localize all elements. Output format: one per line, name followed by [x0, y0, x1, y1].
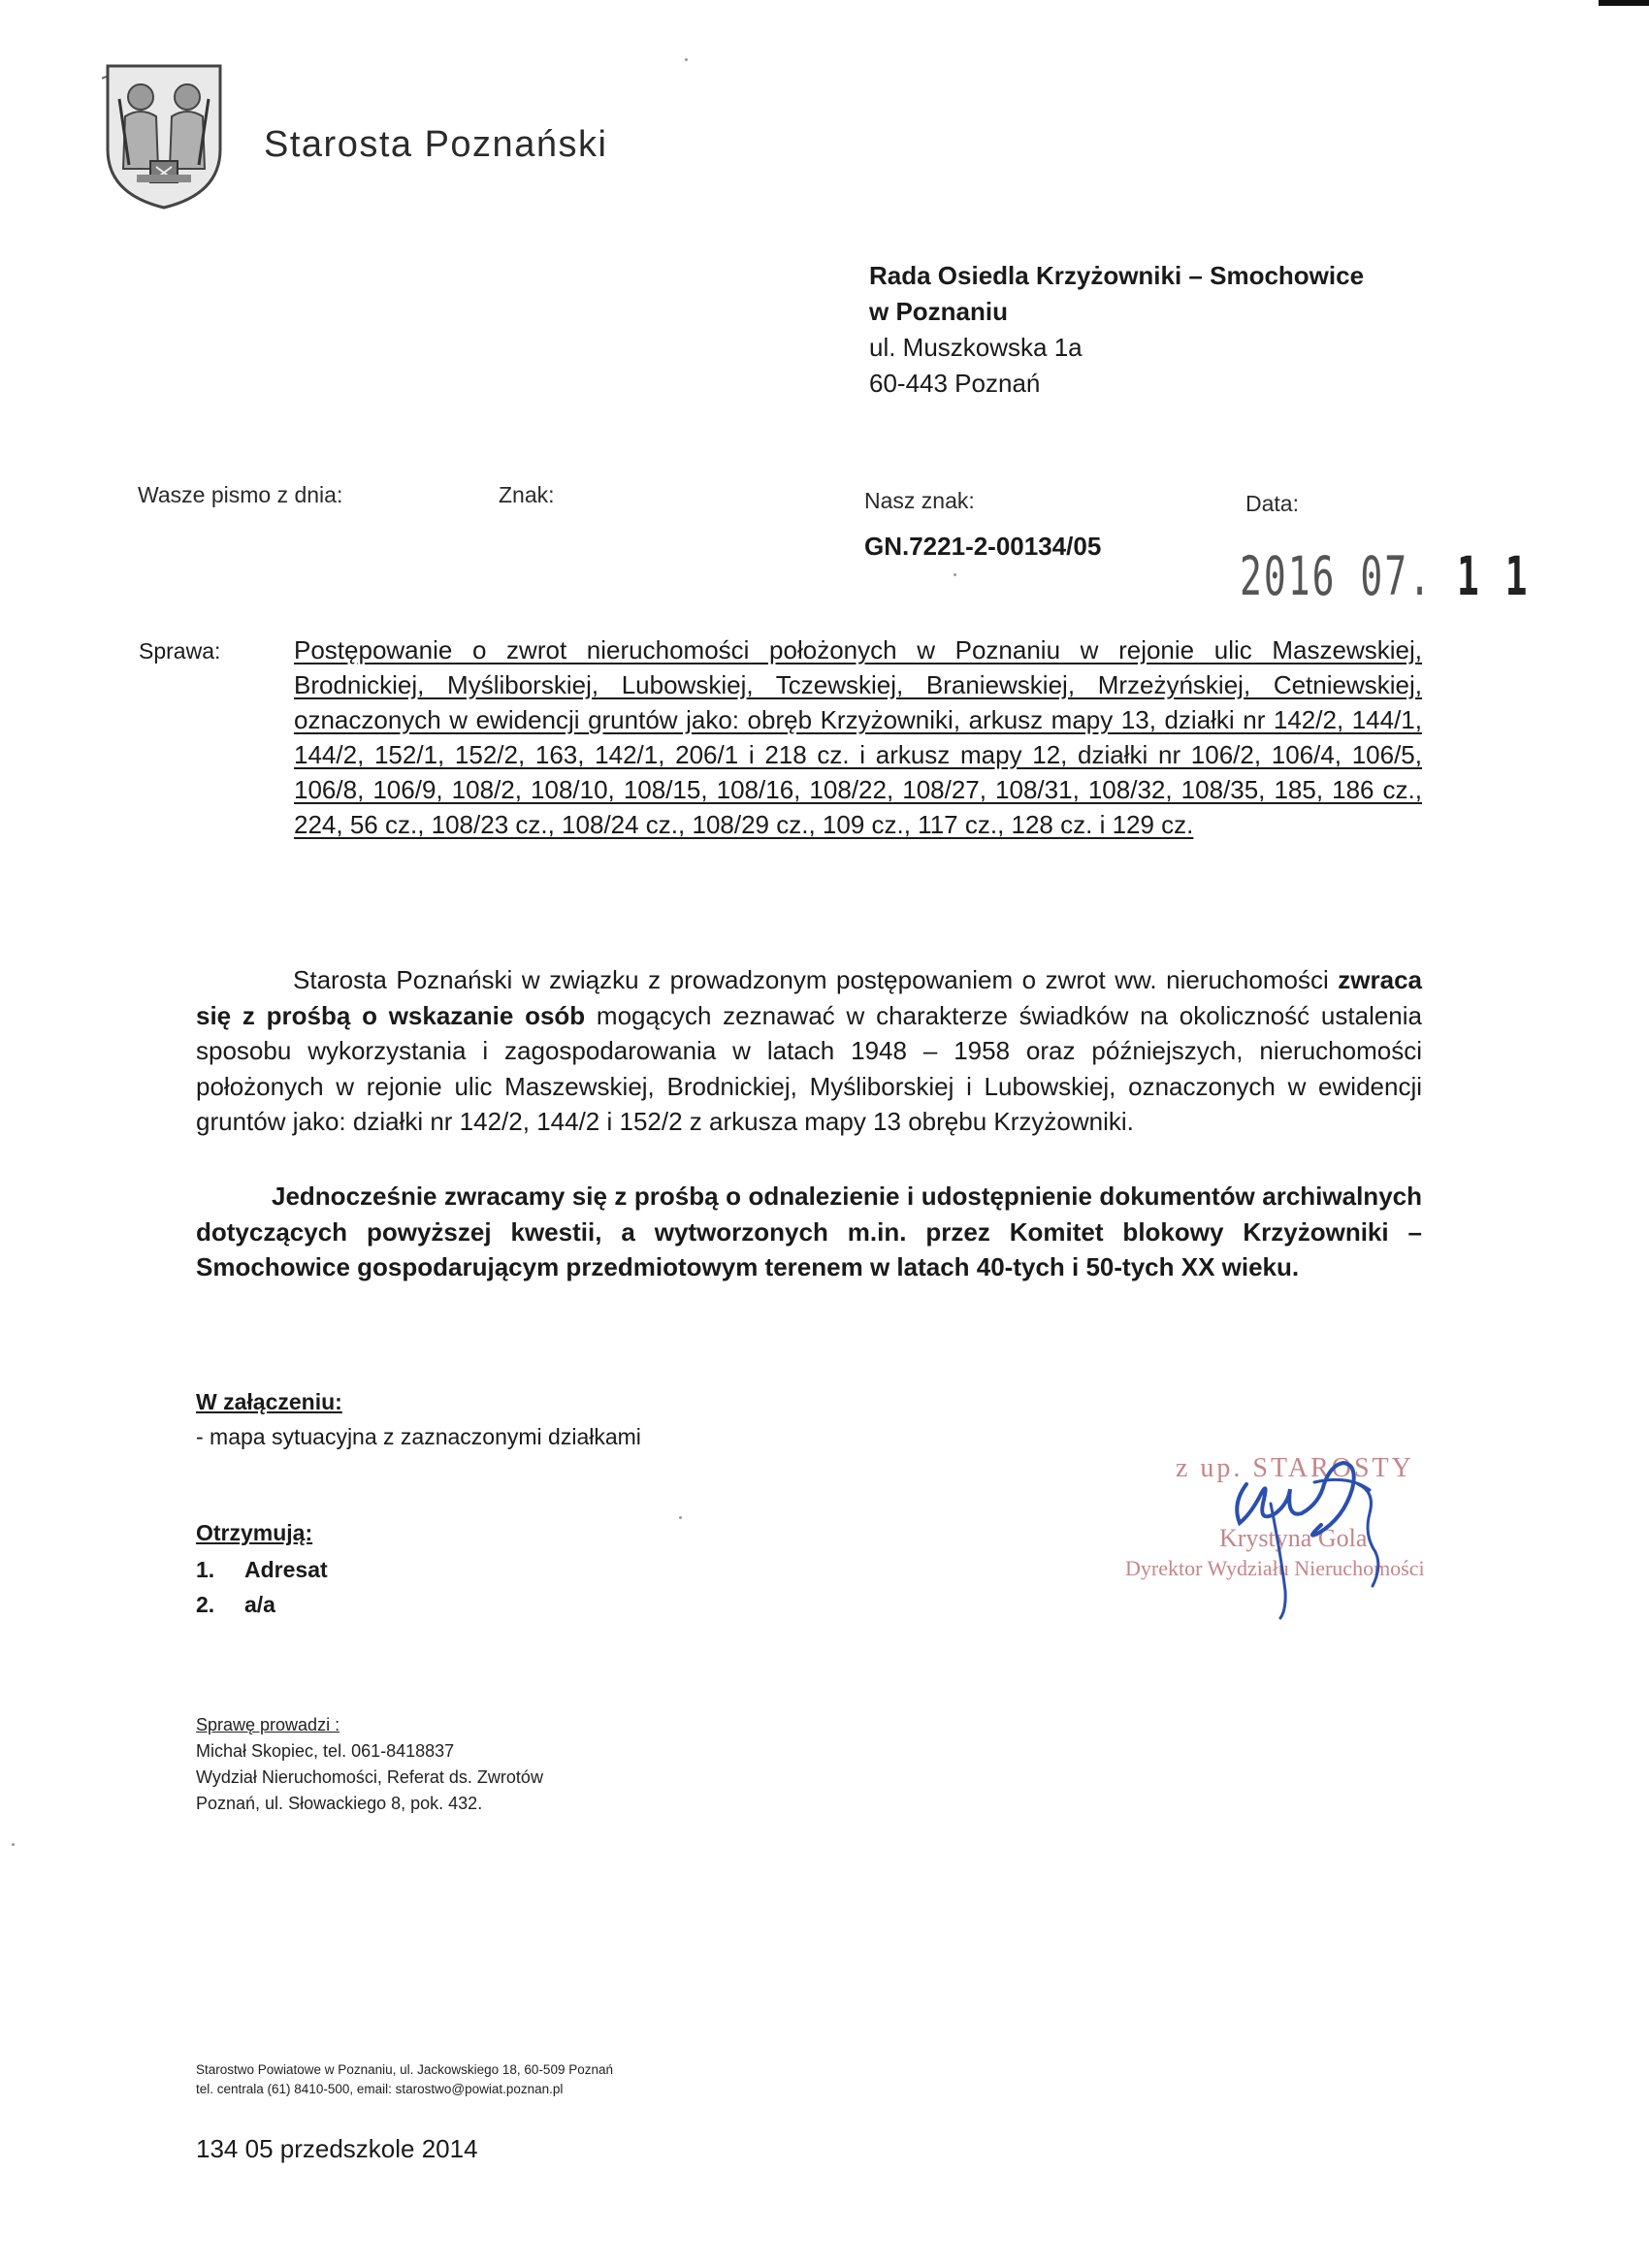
stamp-title: Dyrektor Wydziału Nieruchomości — [1125, 1556, 1425, 1580]
sign-label: Znak: — [499, 482, 555, 507]
subject-text: Postępowanie o zwrot nieruchomości położonych w Poznaniu w rejonie ulic Maszewskiej, Brodnickiej, Myśliborskiej, Lubowskiej, Tczewskiej, Braniewskiej, Mrzeżyńskiej, Cetniewskiej, oznaczonych w ewidencji gruntów jako: obręb Krzyżowniki, arkusz mapy 13, działki nr 142/2, 144/1, 144/2, 152/1, 152/2, 163, 142/1, 206/1 i 218 cz. i arkusz mapy 12, działki nr 106/2, 106/4, 106/5, 106/8, 106/9, 108/2, 108/10, 108/15, 108/16, 108/22, 108/27, 108/31, 108/32, 108/35, 185, 186 cz., 224, 56 cz., 108/23 cz., 108/24 cz., 108/29 cz., 109 cz., 117 cz., 128 cz. i 129 cz. — [294, 635, 1422, 839]
scan-edge-mark — [1599, 0, 1649, 6]
subject-label: Sprawa: — [139, 638, 221, 664]
recipients-list — [196, 1552, 328, 1622]
recipient-city: w Poznaniu — [869, 297, 1008, 326]
recipient-street: ul. Muszkowska 1a — [869, 333, 1083, 362]
attachment-item: - mapa sytuacyjna z zaznaczonymi działkami — [196, 1424, 641, 1449]
recipients-heading: Otrzymują: — [196, 1520, 313, 1545]
footer-contact: tel. centrala (61) 8410-500, email: starostwo@powiat.poznan.pl — [196, 2082, 564, 2096]
office-name: Starosta Poznański — [264, 124, 608, 165]
scan-speck — [12, 1843, 15, 1846]
date-stamp-day: 1 1 — [1456, 545, 1530, 607]
case-handler-department: Wydział Nieruchomości, Referat ds. Zwrotów — [196, 1767, 543, 1787]
attachments-heading: W załączeniu: — [196, 1389, 342, 1414]
case-handler — [196, 1712, 543, 1817]
date-stamp-prefix: 2016 07. — [1240, 545, 1434, 607]
case-handler-heading: Sprawę prowadzi : — [196, 1715, 340, 1734]
scan-speck — [954, 573, 956, 576]
recipient-name: Rada Osiedla Krzyżowniki – Smochowice — [869, 261, 1365, 290]
date-stamp — [1240, 545, 1530, 607]
body-p1-end: mogących zeznawać w charakterze świadków na okoliczność ustalenia sposobu wykorzystania i zagospodarowania w latach 1948 – 1958 oraz późniejszych, nieruchomości położonych w rejonie ulic Maszewskiej, Brodnickiej, Myśliborskiej i Lubowskiej, oznaczonych w ewidencji gruntów jako: działki nr 142/2, 144/2 i 152/2 z arkusza mapy 13 obrębu Krzyżowniki. — [196, 1000, 1422, 1136]
scan-speck — [679, 1516, 682, 1519]
stamp-authority: z up. STAROSTY — [1176, 1453, 1414, 1483]
coat-of-arms-icon — [102, 60, 226, 211]
body-p1-start: Starosta Poznański w związku z prowadzonym postępowaniem o zwrot ww. nieruchomości — [293, 965, 1339, 994]
case-handler-address: Poznań, ul. Słowackiego 8, pok. 432. — [196, 1794, 483, 1813]
our-sign-value: GN.7221-2-00134/05 — [864, 532, 1102, 561]
list-item: 1. Adresat — [196, 1557, 328, 1582]
footer — [196, 2060, 613, 2099]
body-paragraph-1 — [196, 962, 1422, 1140]
handwritten-note: 134 05 przedszkole 2014 — [196, 2134, 478, 2163]
list-item: 2. a/a — [196, 1592, 275, 1617]
recipient-address — [869, 258, 1364, 402]
handwritten-signature — [1116, 1445, 1504, 1639]
case-handler-name: Michał Skopiec, tel. 061-8418837 — [196, 1741, 455, 1761]
your-letter-label: Wasze pismo z dnia: — [138, 482, 343, 507]
scan-speck — [685, 58, 688, 61]
date-label: Data: — [1245, 491, 1299, 516]
stamp-name: Krystyna Gola — [1219, 1524, 1368, 1552]
body-p1-bold: zwraca się z prośbą o wskazanie osób — [196, 965, 1422, 1030]
our-sign-label: Nasz znak: — [864, 488, 975, 513]
footer-address: Starostwo Powiatowe w Poznaniu, ul. Jackowskiego 18, 60-509 Poznań — [196, 2062, 613, 2077]
recipient-postcode: 60-443 Poznań — [869, 369, 1041, 398]
body-paragraph-2: Jednocześnie zwracamy się z prośbą o odnalezienie i udostępnienie dokumentów archiwalnych dotyczących powyższej kwestii, a wytworzonych m.in. przez Komitet blokowy Krzyżowniki – Smochowice gospodarującym przedmiotowym terenem w latach 40-tych i 50-tych XX wieku. — [196, 1182, 1422, 1281]
